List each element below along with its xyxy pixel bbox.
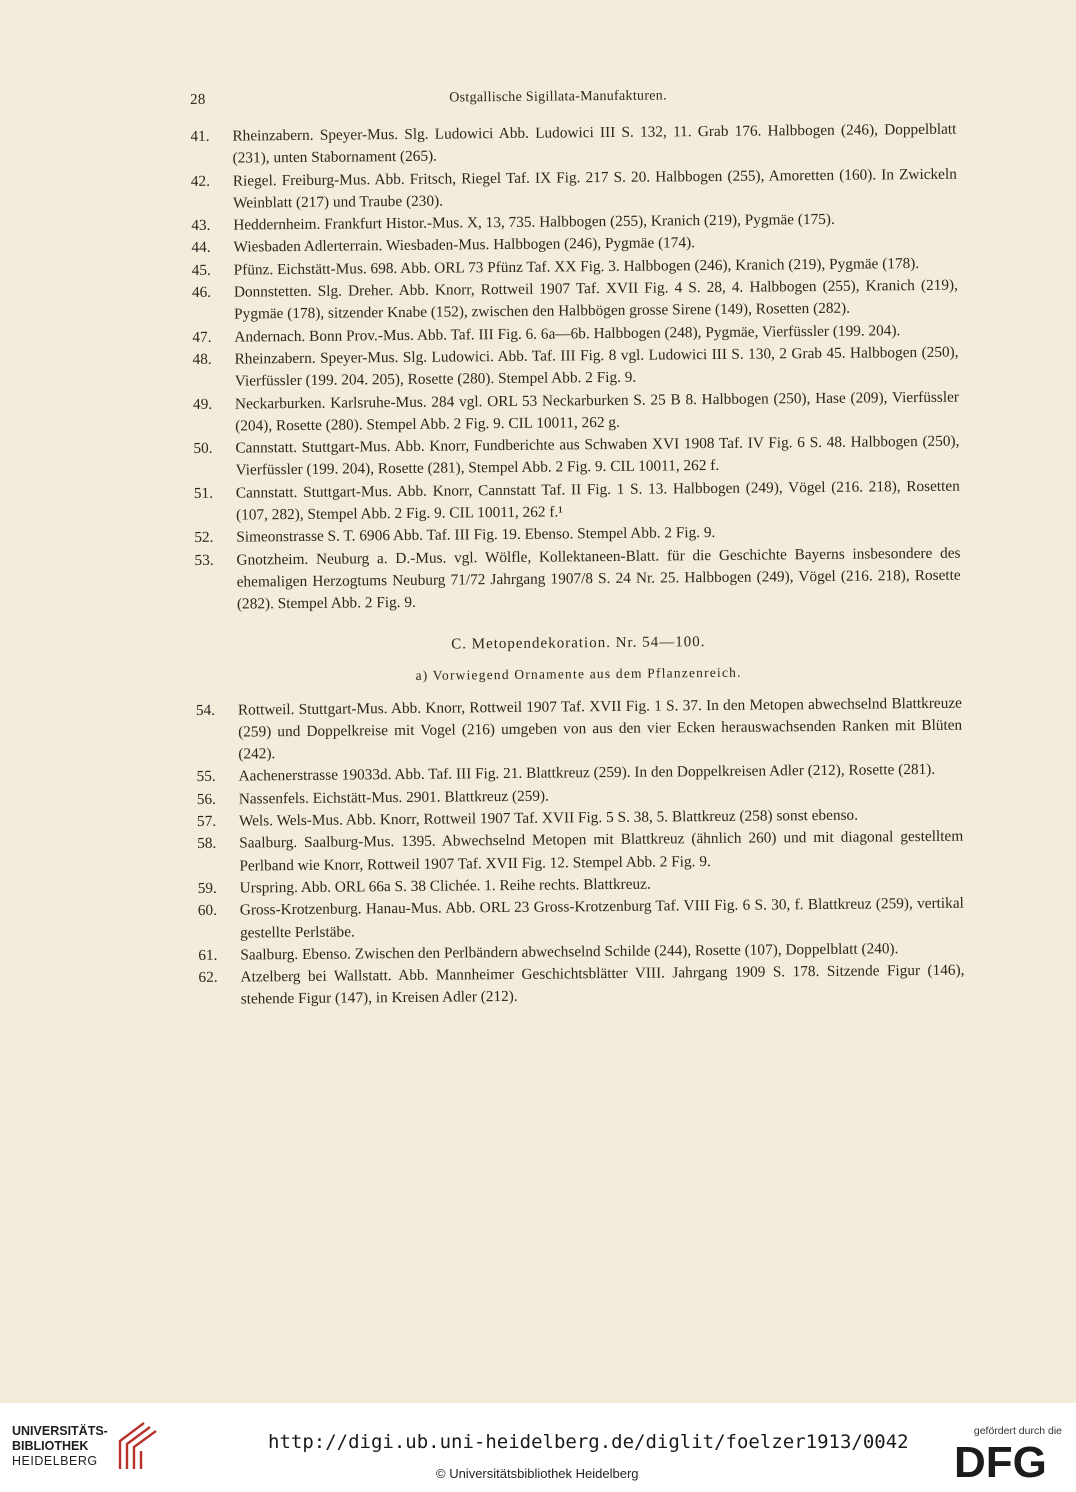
- entry-number: 49.: [192, 395, 213, 413]
- entry-number: 46.: [191, 283, 212, 302]
- permalink-url[interactable]: http://digi.ub.uni-heidelberg.de/diglit/foelzer1913/0042: [268, 1431, 909, 1453]
- entry-text: Pfünz. Eichstätt-Mus. 698. Abb. ORL 73 Pfünz Taf. XX Fig. 3. Halbbogen (246), Kranich (219), Pygmäe (178).: [233, 254, 920, 279]
- entry-text: Rheinzabern. Speyer-Mus. Slg. Ludowici Abb. Ludowici III S. 132, 11. Grab 176. Halbbogen (246), Doppelblatt (231), unten Stabornament (265).: [232, 120, 957, 167]
- library-name-line2: BIBLIOTHEK: [12, 1438, 89, 1453]
- catalog-entry: [194, 475, 960, 527]
- entry-text: Saalburg. Ebenso. Zwischen den Perlbändern abwechselnd Schilde (244), Rosette (107), Doppelblatt (240).: [240, 940, 899, 964]
- entry-number: 44.: [191, 239, 211, 257]
- entry-text: Rottweil. Stuttgart-Mus. Abb. Knorr, Rottweil 1907 Taf. XVII Fig. 1 S. 37. In den Metopen abwechselnd Blattkreuze (259) und Doppelkreise mit Vogel (216) umgeben von aus den vier Ecken herauswachsenden Ranken mit Blüten (242).: [237, 694, 963, 763]
- section-heading: C. Metopendekoration. Nr. 54—100.: [451, 633, 706, 653]
- entry-number: 48.: [192, 350, 212, 368]
- catalog-entry: [196, 692, 963, 766]
- library-emblem-icon: [114, 1419, 158, 1473]
- entry-text: Urspring. Abb. ORL 66a S. 38 Clichée. 1. Reihe rechts. Blattkreuz.: [239, 875, 651, 897]
- entry-number: 41.: [190, 127, 210, 145]
- entry-text: Heddernheim. Frankfurt Histor.-Mus. X, 13, 735. Halbbogen (255), Kranich (219), Pygmäe (175).: [233, 211, 835, 234]
- page-text-block: [190, 85, 965, 1012]
- footer-bar: [0, 1403, 1076, 1492]
- entry-number: 56.: [196, 790, 216, 808]
- entry-number: 60.: [197, 901, 218, 920]
- entry-number: 47.: [192, 328, 212, 346]
- catalog-entry: [193, 386, 959, 438]
- entry-number: 52.: [194, 529, 214, 547]
- entry-text: Donnstetten. Slg. Dreher. Abb. Knorr, Rottweil 1907 Taf. XVII Fig. 4 S. 28, 4. Halbbogen (255), Kranich (219), Pygmäe (178), sitzender Knabe (152), zwischen den Halbbögen grosse Sirene (149), Rosetten (282).: [233, 276, 958, 323]
- entry-number: 62.: [198, 968, 218, 987]
- entry-list-metopes: [196, 692, 965, 1011]
- entry-number: 50.: [193, 439, 213, 458]
- catalog-entry: [198, 960, 964, 1012]
- library-name: [12, 1424, 108, 1469]
- entry-text: Gross-Krotzenburg. Hanau-Mus. Abb. ORL 23 Gross-Krotzenburg Taf. VIII Fig. 6 S. 30, f. Blattkreuz (259), vertikal gestellte Perlstäbe.: [239, 894, 964, 942]
- entry-text: Andernach. Bonn Prov.-Mus. Abb. Taf. III Fig. 6. 6a—6b. Halbbogen (248), Pygmäe, Vierfüssler (199. 204).: [234, 321, 901, 346]
- catalog-entry: [192, 275, 958, 327]
- entry-text: Simeonstrasse S. T. 6906 Abb. Taf. III Fig. 19. Ebenso. Stempel Abb. 2 Fig. 9.: [236, 524, 716, 546]
- catalog-entry: [194, 542, 961, 616]
- entry-number: 61.: [198, 946, 218, 964]
- library-name-line3: HEIDELBERG: [12, 1453, 98, 1468]
- entry-text: Wels. Wels-Mus. Abb. Knorr, Rottweil 1907 Taf. XVII Fig. 5 S. 38, 5. Blattkreuz (258) sonst ebenso.: [238, 806, 859, 830]
- funding-caption: gefördert durch die: [973, 1425, 1062, 1437]
- dfg-funding-logo[interactable]: [950, 1425, 1062, 1487]
- copyright-notice: © Universitätsbibliothek Heidelberg: [436, 1466, 639, 1481]
- entry-text: Aachenerstrasse 19033d. Abb. Taf. III Fig. 21. Blattkreuz (259). In den Doppelkreisen Adler (212), Rosette (281).: [238, 761, 936, 785]
- dfg-logo-icon: [950, 1437, 1062, 1483]
- entry-number: 53.: [194, 551, 214, 569]
- catalog-entry: [193, 431, 959, 483]
- entry-text: Cannstatt. Stuttgart-Mus. Abb. Knorr, Cannstatt Taf. II Fig. 1 S. 13. Halbbogen (249), Vögel (216. 218), Rosetten (107, 282), Stempel Abb. 2 Fig. 9. CIL 10011, 262 f.¹: [235, 477, 960, 524]
- page-number: 28: [190, 91, 206, 108]
- entry-list-arcades: [190, 119, 961, 617]
- entry-text: Atzelberg bei Wallstatt. Abb. Mannheimer Geschichtsblätter VIII. Jahrgang 1909 S. 178. Sitzende Figur (146), stehende Figur (147), in Kreisen Adler (212).: [240, 961, 965, 1008]
- entry-number: 45.: [191, 261, 211, 279]
- entry-text: Wiesbaden Adlerterrain. Wiesbaden-Mus. Halbbogen (246), Pygmäe (174).: [233, 234, 696, 257]
- catalog-entry: [190, 119, 956, 171]
- entry-number: 54.: [195, 701, 216, 719]
- entry-text: Riegel. Freiburg-Mus. Abb. Fritsch, Riegel Taf. IX Fig. 217 S. 20. Halbbogen (255), Amoretten (160). In Zwickeln Weinblatt (217) und Traube (230).: [232, 165, 957, 212]
- subsection-heading: a) Vorwiegend Ornamente aus dem Pflanzenreich.: [415, 664, 742, 683]
- entry-text: Cannstatt. Stuttgart-Mus. Abb. Knorr, Fundberichte aus Schwaben XVI 1908 Taf. IV Fig. 6 S. 48. Halbbogen (250), Vierfüssler (199. 204), Rosette (281), Stempel Abb. 2 Fig. 9. CIL 10011, 262 f.: [235, 432, 960, 480]
- entry-number: 51.: [193, 484, 214, 502]
- entry-number: 57.: [196, 812, 217, 830]
- entry-text: Nassenfels. Eichstätt-Mus. 2901. Blattkreuz (259).: [238, 787, 549, 808]
- university-library-logo[interactable]: [12, 1419, 158, 1473]
- entry-number: 43.: [191, 216, 211, 235]
- entry-text: Rheinzabern. Speyer-Mus. Slg. Ludowici. Abb. Taf. III Fig. 8 vgl. Ludowici III S. 130, 2 Grab 45. Halbbogen (250), Vierfüssler (199. 204. 205), Rosette (280). Stempel Abb. 2 Fig. 9.: [234, 343, 959, 390]
- running-title: Ostgallische Sigillata-Manufakturen.: [449, 88, 667, 106]
- entry-number: 42.: [190, 172, 211, 190]
- entry-text: Saalburg. Saalburg-Mus. 1395. Abwechselnd Metopen mit Blattkreuz (ähnlich 260) und mit diagonal gestelltem Perlband wie Knorr, Rottweil 1907 Taf. XVII Fig. 12. Stempel Abb. 2 Fig. 9.: [239, 827, 964, 875]
- dfg-wordmark: DFG: [954, 1438, 1047, 1483]
- entry-text: Gnotzheim. Neuburg a. D.-Mus. vgl. Wölfle, Kollektaneen-Blatt. für die Geschichte Bayerns insbesondere des ehemaligen Herzogtums Neuburg 71/72 Jahrgang 1907/8 S. 24 Nr. 25. Halbbogen (249), Vögel (216. 218), Rosette (282). Stempel Abb. 2 Fig. 9.: [236, 544, 961, 613]
- catalog-entry: [198, 893, 964, 945]
- entry-text: Neckarburken. Karlsruhe-Mus. 284 vgl. ORL 53 Neckarburken S. 25 B 8. Halbbogen (250), Hase (209), Vierfüssler (204), Rosette (280). Stempel Abb. 2 Fig. 9. CIL 10011, 262 g.: [234, 388, 960, 435]
- entry-number: 59.: [197, 879, 217, 897]
- library-name-line1: UNIVERSITÄTS-: [12, 1423, 108, 1438]
- catalog-entry: [191, 163, 957, 215]
- catalog-entry: [197, 826, 963, 878]
- entry-number: 58.: [197, 835, 217, 853]
- entry-number: 55.: [196, 768, 216, 786]
- catalog-entry: [192, 342, 958, 394]
